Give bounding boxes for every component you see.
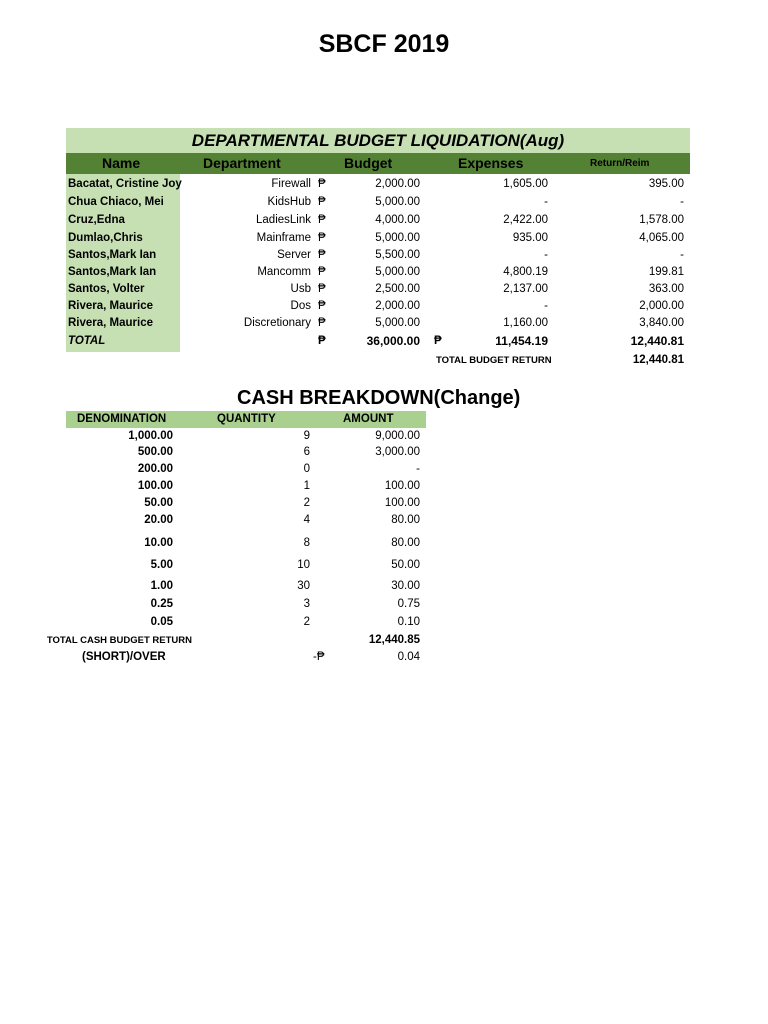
row-quantity: 30 <box>297 580 310 592</box>
row-denomination: 200.00 <box>137 463 173 475</box>
cash-breakdown-title: CASH BREAKDOWN(Change) <box>237 387 521 409</box>
peso-sign: ₱ <box>318 300 326 312</box>
row-quantity: 2 <box>303 497 310 509</box>
row-amount: 3,000.00 <box>375 446 420 458</box>
row-return: - <box>680 249 684 261</box>
row-quantity: 1 <box>303 480 310 492</box>
row-name: Bacatat, Cristine Joy <box>68 178 182 190</box>
table-row <box>0 535 768 552</box>
row-amount: 30.00 <box>391 580 420 592</box>
table-row <box>0 478 768 495</box>
row-expenses: 1,160.00 <box>503 317 548 329</box>
row-name: Santos,Mark Ian <box>68 266 157 278</box>
row-return: 363.00 <box>648 283 684 295</box>
row-return: 2,000.00 <box>639 300 684 312</box>
row-return: 1,578.00 <box>639 214 684 226</box>
header-expenses: Expenses <box>458 155 524 171</box>
table-row <box>0 230 768 247</box>
row-amount: 100.00 <box>384 497 420 509</box>
row-department: LadiesLink <box>256 214 311 226</box>
total-row <box>0 333 768 350</box>
row-expenses: - <box>544 196 548 208</box>
total-budget: 36,000.00 <box>366 334 420 348</box>
row-department: Discretionary <box>243 317 311 329</box>
row-name: Santos, Volter <box>68 283 145 295</box>
row-quantity: 4 <box>303 514 310 526</box>
header-budget: Budget <box>344 155 393 171</box>
table-row <box>0 596 768 613</box>
row-budget: 2,000.00 <box>375 300 420 312</box>
row-expenses: 2,422.00 <box>503 214 548 226</box>
total-budget-return-row <box>0 352 768 369</box>
row-expenses: - <box>544 300 548 312</box>
row-quantity: 8 <box>303 537 310 549</box>
row-budget: 5,500.00 <box>375 249 420 261</box>
row-name: Rivera, Maurice <box>68 300 154 312</box>
table-row <box>0 512 768 529</box>
header-department: Department <box>203 155 281 171</box>
table-row <box>0 428 768 445</box>
peso-sign: ₱ <box>318 249 326 261</box>
table-row <box>0 614 768 631</box>
peso-sign: ₱ <box>318 335 326 347</box>
row-denomination: 500.00 <box>137 446 173 458</box>
row-expenses: 4,800.19 <box>503 266 548 278</box>
peso-sign: ₱ <box>318 317 326 329</box>
table-row <box>0 315 768 332</box>
table-row <box>0 444 768 461</box>
row-return: 199.81 <box>648 266 684 278</box>
peso-sign: ₱ <box>318 283 326 295</box>
peso-sign: ₱ <box>318 214 326 226</box>
table-row <box>0 298 768 315</box>
peso-sign: ₱ <box>318 232 326 244</box>
row-budget: 5,000.00 <box>375 196 420 208</box>
peso-sign: ₱ <box>318 196 326 208</box>
page-title: SBCF 2019 <box>318 30 450 58</box>
table-row <box>0 495 768 512</box>
header-return: Return/Reim <box>590 158 650 169</box>
row-budget: 2,000.00 <box>375 178 420 190</box>
budget-table-title: DEPARTMENTAL BUDGET LIQUIDATION(Aug) <box>66 128 690 153</box>
row-quantity: 3 <box>303 598 310 610</box>
row-amount: 9,000.00 <box>375 430 420 442</box>
table-row <box>0 264 768 281</box>
row-name: Dumlao,Chris <box>68 232 143 244</box>
short-over-amount: 0.04 <box>397 651 420 663</box>
row-denomination: 1,000.00 <box>128 430 173 442</box>
row-expenses: 1,605.00 <box>503 178 548 190</box>
row-denomination: 50.00 <box>144 497 173 509</box>
row-budget: 5,000.00 <box>375 232 420 244</box>
row-budget: 4,000.00 <box>375 214 420 226</box>
row-denomination: 20.00 <box>144 514 173 526</box>
total-label: TOTAL <box>68 335 106 347</box>
budget-table-header <box>66 153 690 174</box>
row-return: - <box>680 196 684 208</box>
row-department: Dos <box>290 300 311 312</box>
row-amount: 80.00 <box>391 537 420 549</box>
row-amount: 0.10 <box>397 616 420 628</box>
row-budget: 2,500.00 <box>375 283 420 295</box>
row-denomination: 5.00 <box>150 559 173 571</box>
row-name: Rivera, Maurice <box>68 317 154 329</box>
row-budget: 5,000.00 <box>375 266 420 278</box>
header-amount: AMOUNT <box>343 413 394 425</box>
row-quantity: 10 <box>297 559 310 571</box>
peso-sign: ₱ <box>318 266 326 278</box>
table-row <box>0 176 768 193</box>
row-quantity: 2 <box>303 616 310 628</box>
row-denomination: 0.25 <box>150 598 173 610</box>
row-department: Mancomm <box>257 266 311 278</box>
row-amount: 50.00 <box>391 559 420 571</box>
row-amount: 0.75 <box>397 598 420 610</box>
table-row <box>0 557 768 574</box>
row-denomination: 10.00 <box>144 537 173 549</box>
row-denomination: 0.05 <box>150 616 173 628</box>
table-row <box>0 247 768 264</box>
row-name: Santos,Mark Ian <box>68 249 157 261</box>
row-department: Usb <box>290 283 311 295</box>
row-department: Firewall <box>271 178 311 190</box>
short-over-label: (SHORT)/OVER <box>82 651 166 663</box>
short-over-symbol: -₱ <box>313 651 325 663</box>
row-amount: - <box>416 463 420 475</box>
table-row <box>0 578 768 595</box>
row-name: Chua Chiaco, Mei <box>68 196 164 208</box>
row-return: 395.00 <box>648 178 684 190</box>
row-expenses: - <box>544 249 548 261</box>
row-expenses: 935.00 <box>512 232 548 244</box>
table-row <box>0 281 768 298</box>
total-return: 12,440.81 <box>630 334 684 348</box>
cash-total-row <box>0 632 768 649</box>
peso-sign: ₱ <box>318 178 326 190</box>
row-return: 3,840.00 <box>639 317 684 329</box>
row-quantity: 0 <box>303 463 310 475</box>
table-row <box>0 212 768 229</box>
row-department: Server <box>277 249 311 261</box>
row-amount: 100.00 <box>384 480 420 492</box>
row-amount: 80.00 <box>391 514 420 526</box>
row-return: 4,065.00 <box>639 232 684 244</box>
total-expenses: 11,454.19 <box>495 334 548 348</box>
row-name: Cruz,Edna <box>68 214 125 226</box>
header-name: Name <box>102 155 141 171</box>
total-budget-return-value: 12,440.81 <box>632 354 684 366</box>
cash-total-label: TOTAL CASH BUDGET RETURN <box>46 635 192 646</box>
table-row <box>0 461 768 478</box>
header-denomination: DENOMINATION <box>77 413 167 425</box>
total-budget-return-label: TOTAL BUDGET RETURN <box>436 355 552 366</box>
row-department: KidsHub <box>267 196 311 208</box>
row-denomination: 100.00 <box>137 480 173 492</box>
header-quantity: QUANTITY <box>217 413 276 425</box>
row-denomination: 1.00 <box>150 580 173 592</box>
row-expenses: 2,137.00 <box>503 283 548 295</box>
table-row <box>0 194 768 211</box>
row-quantity: 6 <box>303 446 310 458</box>
row-department: Mainframe <box>256 232 311 244</box>
peso-sign: ₱ <box>434 335 442 347</box>
short-over-row <box>0 649 768 666</box>
row-quantity: 9 <box>303 430 310 442</box>
cash-total-amount: 12,440.85 <box>368 634 420 646</box>
row-budget: 5,000.00 <box>375 317 420 329</box>
cash-table-header <box>66 411 426 428</box>
